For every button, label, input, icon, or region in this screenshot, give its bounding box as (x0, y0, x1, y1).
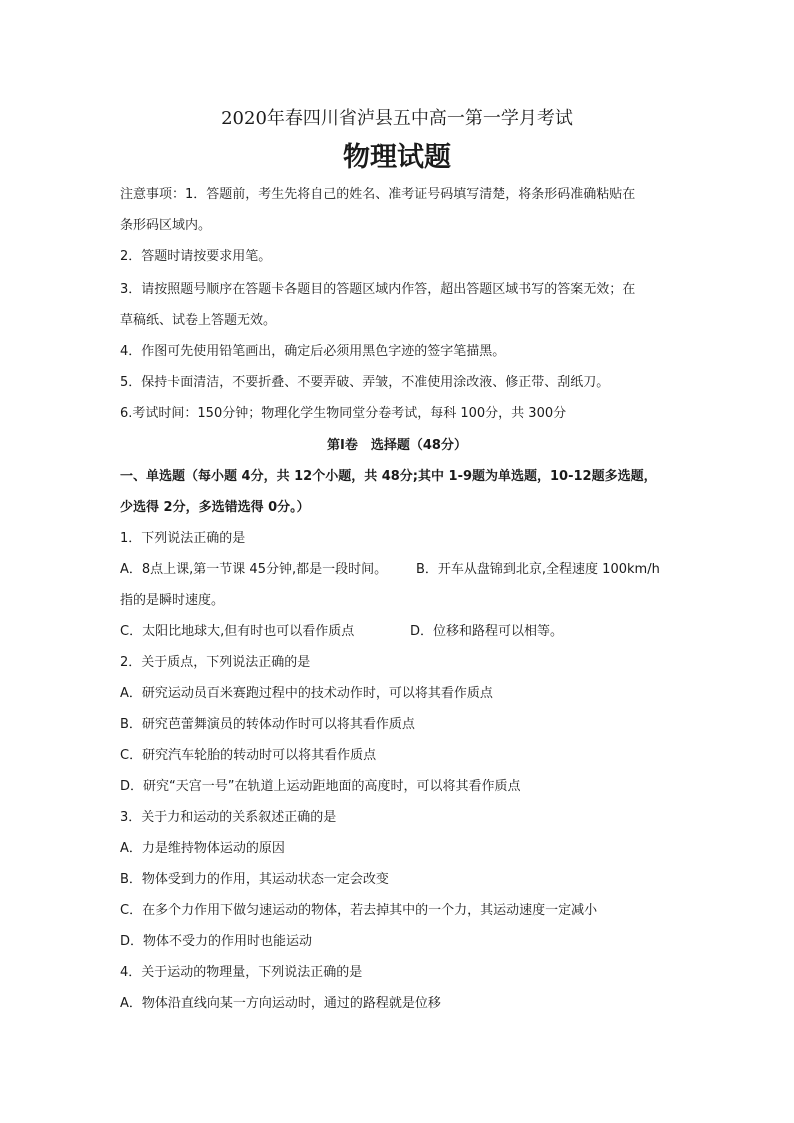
section-title: 第Ⅰ卷 选择题（48分） (327, 438, 467, 453)
section-instruction-line-1: 一、单选题（每小题 4分，共 12个小题，共 48分;其中 1-9题为单选题，10-12题多选题， (120, 469, 657, 484)
q1-option-b-continued: 指的是瞬时速度。 (120, 593, 225, 608)
q1-option-b: B．开车从盘锦到北京,全程速度 100km/h (416, 562, 660, 577)
q2-option-c: C．研究汽车轮胎的转动时可以将其看作质点 (120, 748, 377, 763)
q3-option-a: A．力是维持物体运动的原因 (120, 841, 285, 856)
note-2: 2．答题时请按要求用笔。 (120, 249, 272, 264)
subject-title: 物理试题 (343, 142, 451, 173)
section-instruction-line-2: 少选得 2分，多选错选得 0分。） (120, 500, 310, 515)
note-5: 5．保持卡面清洁，不要折叠、不要弄破、弄皱，不准使用涂改液、修正带、刮纸刀。 (120, 375, 610, 390)
q1-stem: 1．下列说法正确的是 (120, 531, 246, 546)
q2-option-a: A．研究运动员百米赛跑过程中的技术动作时，可以将其看作质点 (120, 686, 493, 701)
q1-option-a: A．8点上课,第一节课 45分钟,都是一段时间。 (120, 562, 388, 577)
q4-stem: 4．关于运动的物理量，下列说法正确的是 (120, 965, 363, 980)
q2-option-d: D．研究“天宫一号”在轨道上运动距地面的高度时，可以将其看作质点 (120, 779, 521, 794)
note-6: 6.考试时间：150分钟；物理化学生物同堂分卷考试，每科 100分，共 300分 (120, 406, 567, 421)
q1-option-c: C．太阳比地球大,但有时也可以看作质点 (120, 624, 355, 639)
q3-option-d: D．物体不受力的作用时也能运动 (120, 934, 313, 949)
note-1-line-2: 条形码区域内。 (120, 218, 212, 233)
q3-stem: 3．关于力和运动的关系叙述正确的是 (120, 810, 337, 825)
note-1-line-1: 注意事项：1．答题前，考生先将自己的姓名、准考证号码填写清楚，将条形码准确粘贴在 (120, 187, 636, 202)
q1-options-row-2 (120, 622, 690, 642)
note-3-line-2: 草稿纸、试卷上答题无效。 (120, 313, 277, 328)
exam-title: 2020年春四川省泸县五中高一第一学月考试 (221, 108, 573, 129)
q4-option-a: A．物体沿直线向某一方向运动时，通过的路程就是位移 (120, 996, 441, 1011)
q2-option-b: B．研究芭蕾舞演员的转体动作时可以将其看作质点 (120, 717, 415, 732)
q1-option-d: D．位移和路程可以相等。 (410, 624, 564, 639)
q3-option-b: B．物体受到力的作用，其运动状态一定会改变 (120, 872, 389, 887)
q1-options-row-1 (120, 560, 690, 580)
q3-option-c: C．在多个力作用下做匀速运动的物体，若去掉其中的一个力，其运动速度一定减小 (120, 903, 598, 918)
note-3-line-1: 3．请按照题号顺序在答题卡各题目的答题区域内作答，超出答题区域书写的答案无效；在 (120, 282, 636, 297)
note-4: 4．作图可先使用铅笔画出，确定后必须用黑色字迹的签字笔描黑。 (120, 344, 506, 359)
q2-stem: 2．关于质点，下列说法正确的是 (120, 655, 311, 670)
